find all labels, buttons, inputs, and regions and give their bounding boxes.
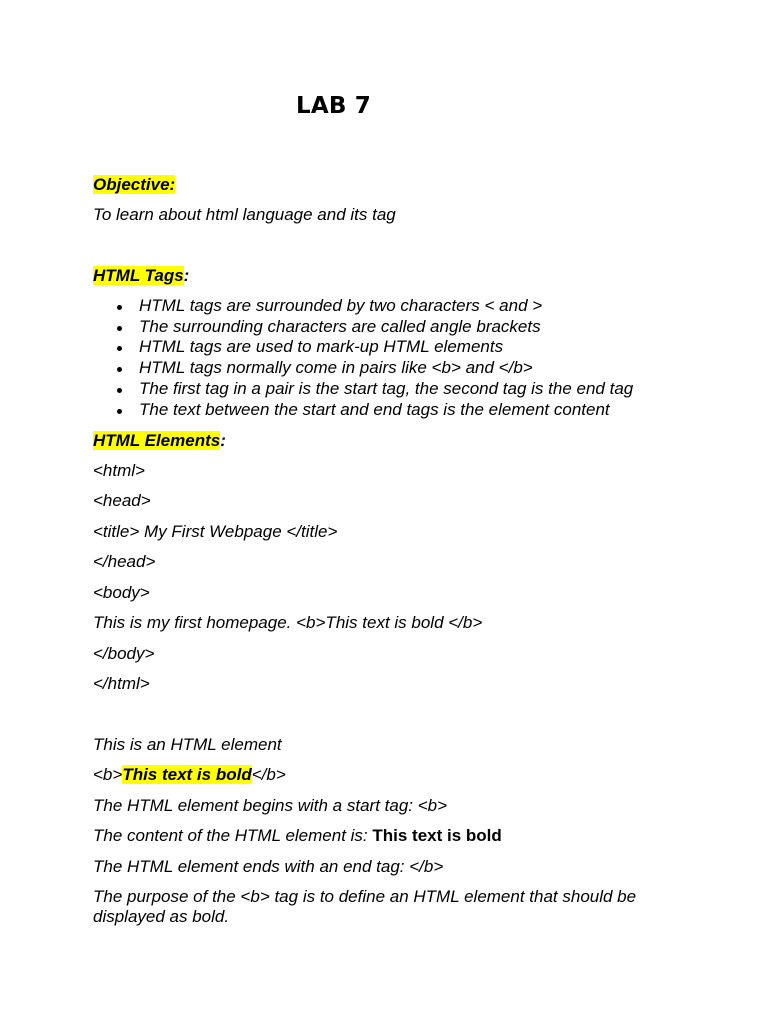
list-item-text: HTML tags normally come in pairs like <b> and </b> [139, 358, 533, 378]
objective-heading-text: Objective: [93, 175, 176, 194]
code-line: </html> [93, 674, 150, 693]
list-item-text: The first tag in a pair is the start tag, the second tag is the end tag [139, 378, 634, 398]
html-elements-heading-text: HTML Elements [93, 431, 221, 450]
example-close-tag: </b> [251, 765, 286, 784]
example-open-tag: <b> [93, 765, 123, 784]
content-bold: This text is bold [372, 826, 502, 845]
element-example [93, 765, 286, 785]
list-item-text: The surrounding characters are called angle brackets [139, 316, 541, 336]
bullet-icon [117, 409, 122, 414]
code-line: </body> [93, 644, 155, 663]
list-item-text: HTML tags are surrounded by two characters < and > [139, 296, 543, 315]
html-elements-heading-colon: : [220, 431, 226, 450]
list-item [93, 317, 633, 338]
bullet-icon [117, 346, 122, 351]
code-line: This is my first homepage. <b>This text is bold </b> [93, 613, 483, 632]
code-line: <body> [93, 583, 150, 602]
code-line: <html> [93, 461, 145, 480]
list-item [93, 379, 633, 400]
html-tags-heading-text: HTML Tags [93, 266, 184, 285]
list-item [93, 358, 633, 379]
list-item [93, 337, 633, 358]
objective-text: To learn about html language and its tag [93, 205, 396, 224]
content-prefix: The content of the HTML element is: [93, 826, 373, 845]
page-title: LAB 7 [296, 93, 371, 119]
bullet-icon [117, 367, 122, 372]
code-line: </head> [93, 552, 156, 571]
list-item-text: HTML tags are used to mark-up HTML elements [139, 337, 504, 357]
code-line: <head> [93, 491, 151, 510]
html-tags-heading-colon: : [183, 266, 190, 285]
html-tags-list [93, 296, 633, 420]
code-line: <title> My First Webpage </title> [93, 522, 338, 541]
list-item [93, 296, 633, 317]
list-item [93, 400, 633, 421]
bullet-icon [117, 305, 122, 310]
element-intro: This is an HTML element [93, 735, 282, 754]
list-item-text: The text between the start and end tags is the element content [139, 399, 610, 419]
content-text [93, 826, 502, 846]
bullet-icon [117, 388, 122, 393]
end-tag-text: The HTML element ends with an end tag: </b> [93, 857, 444, 876]
purpose-text: The purpose of the <b> tag is to define an HTML element that should be displayed as bold. [93, 887, 637, 926]
bullet-icon [117, 326, 122, 331]
html-tags-heading [93, 266, 189, 286]
html-elements-heading [93, 431, 226, 451]
start-tag-text: The HTML element begins with a start tag: <b> [93, 796, 448, 815]
objective-heading [93, 175, 175, 195]
example-bold-text: This text is bold [122, 765, 252, 784]
